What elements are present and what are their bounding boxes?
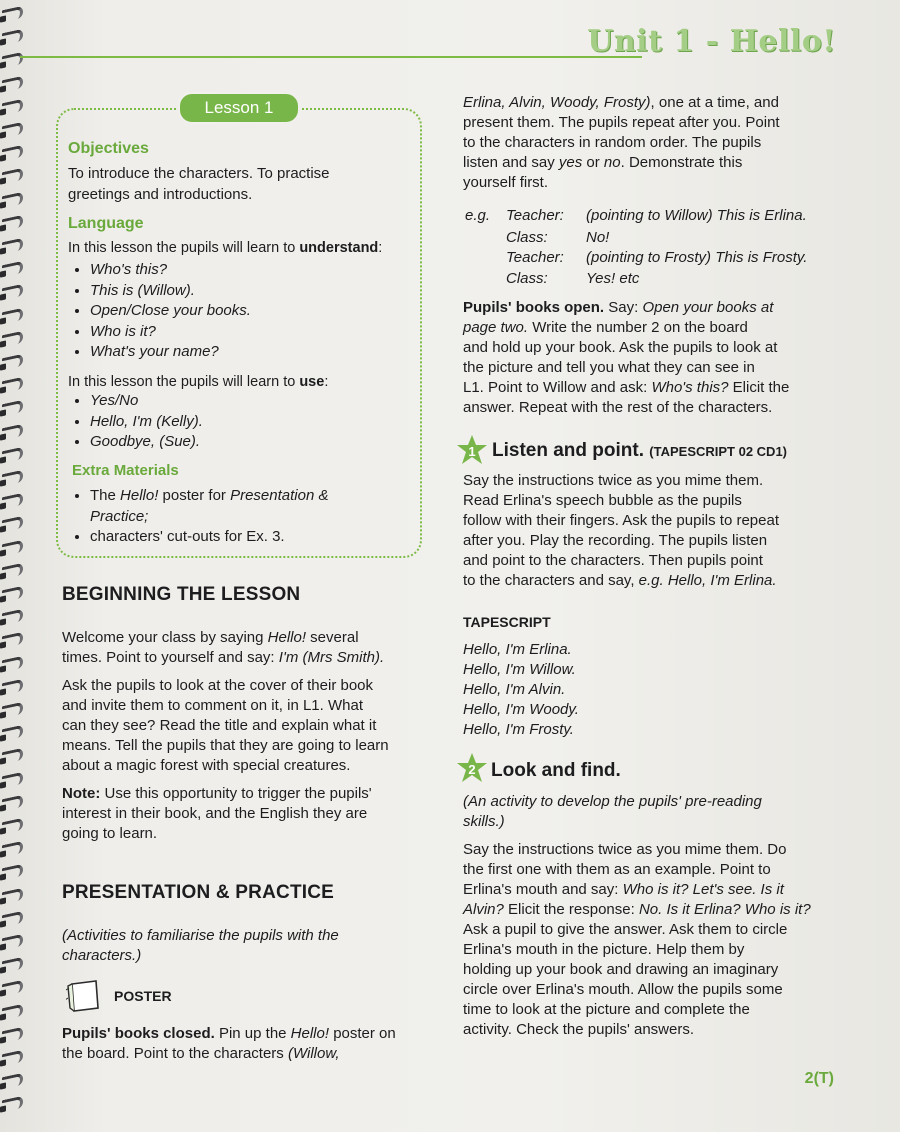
spiral-ring — [2, 6, 23, 22]
spiral-binding — [0, 8, 26, 1128]
text: the picture and tell you what they can see in — [463, 359, 755, 376]
line: Hello, I'm Erlina. — [463, 641, 572, 658]
text: , one at a time, and — [650, 94, 779, 111]
text: characters.) — [62, 947, 142, 964]
line: holding up your book and drawing an imaginary — [463, 961, 779, 978]
spiral-ring — [2, 400, 23, 416]
line: can they see? Read the title and explain what it — [62, 717, 377, 734]
activity-1-title — [492, 440, 787, 462]
spiral-ring — [2, 957, 23, 973]
objectives-text-1: To introduce the characters. To practise — [68, 165, 330, 182]
list-item: • Yes/No — [90, 391, 203, 412]
line: means. Tell the pupils that they are going to learn — [62, 737, 389, 754]
example-who: Class: — [506, 270, 548, 287]
text: the board. Point to the characters — [62, 1045, 288, 1062]
list-item: • characters' cut-outs for Ex. 3. — [90, 527, 328, 548]
presentation-continued — [463, 93, 835, 193]
use-intro — [68, 372, 328, 392]
spiral-ring — [2, 911, 23, 927]
spiral-ring — [2, 122, 23, 138]
spiral-ring — [2, 99, 23, 115]
understand-list — [72, 260, 251, 363]
spiral-ring — [2, 191, 23, 207]
activity-1-title-text: Listen and point. — [492, 440, 644, 461]
spiral-ring — [2, 632, 23, 648]
text: . Demonstrate this — [620, 154, 743, 171]
spiral-ring — [2, 655, 23, 671]
list-item: • Hello, I'm (Kelly). — [90, 412, 203, 433]
text: (Activities to familiarise the pupils with the — [62, 927, 339, 944]
example-say: (pointing to Frosty) This is Frosty. — [586, 249, 808, 266]
list-item — [90, 486, 328, 527]
line: Ask a pupil to give the answer. Ask them to circle — [463, 921, 788, 938]
text: Who is it? Let's see. Is it — [622, 881, 784, 898]
activity-1-tapescript-ref: (TAPESCRIPT 02 CD1) — [649, 444, 788, 459]
header-rule — [20, 56, 642, 58]
extra-text: The — [90, 487, 121, 504]
spiral-ring — [2, 1073, 23, 1089]
text: (Willow, — [287, 1045, 340, 1062]
spiral-ring — [2, 331, 23, 347]
poster-icon — [66, 978, 106, 1014]
line: about a magic forest with special creatures. — [62, 757, 351, 774]
list-item: • Open/Close your books. — [90, 301, 251, 322]
extra-materials-heading: Extra Materials — [72, 462, 179, 479]
text: going to learn. — [62, 825, 158, 842]
spiral-ring — [2, 516, 23, 532]
spiral-ring — [2, 679, 23, 695]
text: Write the number 2 on the board — [528, 319, 748, 336]
line: Say the instructions twice as you mime them. Do — [463, 841, 787, 858]
text: to the characters in random order. The pupils — [463, 134, 762, 151]
text: present them. The pupils repeat after you. Point — [463, 114, 780, 131]
line: skills.) — [463, 813, 505, 830]
line: after you. Play the recording. The pupils listen — [463, 532, 768, 549]
spiral-ring — [2, 539, 23, 555]
spiral-ring — [2, 284, 23, 300]
text: Use this opportunity to trigger the pupils' — [100, 785, 372, 802]
line: Hello, I'm Alvin. — [463, 681, 566, 698]
text: Open your books at — [642, 299, 774, 316]
spiral-ring — [2, 75, 23, 91]
text: No. Is it Erlina? Who is it? — [638, 901, 811, 918]
text: Hello! — [290, 1025, 330, 1042]
example-say: No! — [586, 229, 610, 246]
activity-2-star-icon — [455, 752, 489, 784]
spiral-ring — [2, 1027, 23, 1043]
line: and point to the characters. Then pupils point — [463, 552, 763, 569]
spiral-ring — [2, 771, 23, 787]
example-say: (pointing to Willow) This is Erlina. — [586, 207, 807, 224]
line: Say the instructions twice as you mime them. — [463, 472, 764, 489]
beginning-paragraph-2 — [62, 676, 422, 776]
spiral-ring — [2, 1096, 23, 1112]
activity-2-paragraph — [463, 840, 835, 1040]
objectives-text-2: greetings and introductions. — [68, 186, 253, 203]
understand-intro-text: In this lesson the pupils will learn to — [68, 240, 300, 256]
line: Hello, I'm Willow. — [463, 661, 576, 678]
use-word: use — [299, 374, 325, 390]
extra-text: Practice; — [90, 507, 149, 525]
books-open-paragraph — [463, 298, 835, 418]
spiral-ring — [2, 563, 23, 579]
text: Alvin? — [463, 901, 504, 918]
extra-materials-list — [72, 486, 328, 548]
list-item: • Who's this? — [90, 260, 251, 281]
list-item: • What's your name? — [90, 342, 251, 363]
spiral-ring — [2, 377, 23, 393]
spiral-ring — [2, 841, 23, 857]
text: and hold up your book. Ask the pupils to look at — [463, 339, 778, 356]
line: the first one with them as an example. Point to — [463, 861, 771, 878]
spiral-ring — [2, 864, 23, 880]
spiral-ring — [2, 261, 23, 277]
use-intro-text: In this lesson the pupils will learn to — [68, 374, 300, 390]
spiral-ring — [2, 795, 23, 811]
spiral-ring — [2, 980, 23, 996]
text: no — [603, 154, 621, 171]
spiral-ring — [2, 1003, 23, 1019]
text: several — [306, 629, 359, 646]
list-item: • This is (Willow). — [90, 281, 251, 302]
text: answer. Repeat with the rest of the characters. — [463, 399, 773, 416]
text: I'm (Mrs Smith). — [278, 649, 385, 666]
objectives-heading: Objectives — [68, 140, 149, 157]
line: follow with their fingers. Ask the pupils to repeat — [463, 512, 779, 529]
activity-2-title: Look and find. — [491, 760, 621, 781]
text: yes — [558, 154, 583, 171]
spiral-ring — [2, 470, 23, 486]
beginning-paragraph-1 — [62, 628, 420, 668]
line: Erlina's mouth in the picture. Help them by — [463, 941, 745, 958]
spiral-ring — [2, 609, 23, 625]
activity-1-paragraph — [463, 471, 835, 591]
text: interest in their book, and the English they are — [62, 805, 368, 822]
spiral-ring — [2, 586, 23, 602]
line: Hello, I'm Frosty. — [463, 721, 574, 738]
understand-intro — [68, 238, 382, 258]
spiral-ring — [2, 725, 23, 741]
spiral-ring — [2, 748, 23, 764]
spiral-ring — [2, 145, 23, 161]
activity-1-star-icon — [455, 434, 489, 466]
text: Say: — [604, 299, 643, 316]
text: L1. Point to Willow and ask: — [463, 379, 652, 396]
text: Elicit the response: — [503, 901, 639, 918]
example-say: Yes! etc — [586, 270, 640, 287]
spiral-ring — [2, 702, 23, 718]
activity-1-number: 1 — [468, 444, 476, 459]
text: Erlina's mouth and say: — [463, 881, 623, 898]
example-who: Teacher: — [506, 207, 564, 224]
text: times. Point to yourself and say: — [62, 649, 279, 666]
books-closed-label: Pupils' books closed. — [62, 1025, 215, 1042]
use-list — [72, 391, 203, 453]
spiral-ring — [2, 29, 23, 45]
spiral-ring — [2, 215, 23, 231]
list-item: • Who is it? — [90, 322, 251, 343]
activity-2-number: 2 — [468, 762, 476, 777]
spiral-ring — [2, 52, 23, 68]
books-closed-paragraph — [62, 1024, 422, 1064]
spiral-ring — [2, 168, 23, 184]
text: Erlina, Alvin, Woody, Frosty) — [463, 94, 651, 111]
books-open-label: Pupils' books open. — [463, 299, 605, 316]
presentation-heading: PRESENTATION & PRACTICE — [62, 882, 335, 903]
text: listen and say — [463, 154, 559, 171]
text: Welcome your class by saying — [62, 629, 268, 646]
example-who: Class: — [506, 229, 548, 246]
lesson-tab: Lesson 1 — [178, 92, 300, 124]
line — [463, 880, 835, 900]
text: poster on — [329, 1025, 396, 1042]
spiral-ring — [2, 1050, 23, 1066]
spiral-ring — [2, 423, 23, 439]
spiral-ring — [2, 447, 23, 463]
tapescript-lines — [463, 640, 579, 740]
text: Who's this? — [651, 379, 729, 396]
line: (An activity to develop the pupils' pre-reading — [463, 793, 762, 810]
use-colon: : — [324, 374, 329, 390]
beginning-note — [62, 784, 422, 844]
presentation-aim — [62, 926, 422, 966]
line: Read Erlina's speech bubble as the pupils — [463, 492, 742, 509]
text: or — [582, 154, 604, 171]
extra-text: Presentation & — [230, 487, 329, 504]
spiral-ring — [2, 493, 23, 509]
line: circle over Erlina's mouth. Allow the pupils some — [463, 981, 783, 998]
language-heading: Language — [68, 215, 144, 232]
spiral-ring — [2, 934, 23, 950]
understand-word: understand — [299, 240, 379, 256]
line: Ask the pupils to look at the cover of their book — [62, 677, 374, 694]
beginning-heading: BEGINNING THE LESSON — [62, 584, 301, 605]
text: Pin up the — [214, 1025, 291, 1042]
text: e.g. Hello, I'm Erlina. — [638, 572, 777, 589]
list-item: • Goodbye, (Sue). — [90, 432, 203, 453]
extra-text: Hello! — [120, 487, 159, 504]
spiral-ring — [2, 887, 23, 903]
example-who: Teacher: — [506, 249, 564, 266]
line: time to look at the picture and complete the — [463, 1001, 750, 1018]
page-number: 2(T) — [804, 1070, 834, 1087]
line — [463, 571, 835, 591]
note-label: Note: — [62, 785, 101, 802]
extra-text: poster for — [158, 487, 231, 504]
spiral-ring — [2, 354, 23, 370]
line — [463, 900, 835, 920]
line: and invite them to comment on it, in L1. What — [62, 697, 363, 714]
unit-title: Unit 1 - Hello! — [587, 24, 836, 59]
poster-label: POSTER — [114, 988, 172, 1004]
text: to the characters and say, — [463, 572, 639, 589]
spiral-ring — [2, 818, 23, 834]
example-eg: e.g. — [465, 207, 491, 224]
text: page two. — [463, 319, 529, 336]
text: yourself first. — [463, 174, 549, 191]
line: activity. Check the pupils' answers. — [463, 1021, 695, 1038]
text: Hello! — [267, 629, 306, 646]
understand-colon: : — [378, 240, 383, 256]
activity-2-aim — [463, 792, 835, 832]
line: Hello, I'm Woody. — [463, 701, 579, 718]
spiral-ring — [2, 238, 23, 254]
text: Elicit the — [728, 379, 790, 396]
tapescript-heading: TAPESCRIPT — [463, 614, 551, 630]
spiral-ring — [2, 307, 23, 323]
